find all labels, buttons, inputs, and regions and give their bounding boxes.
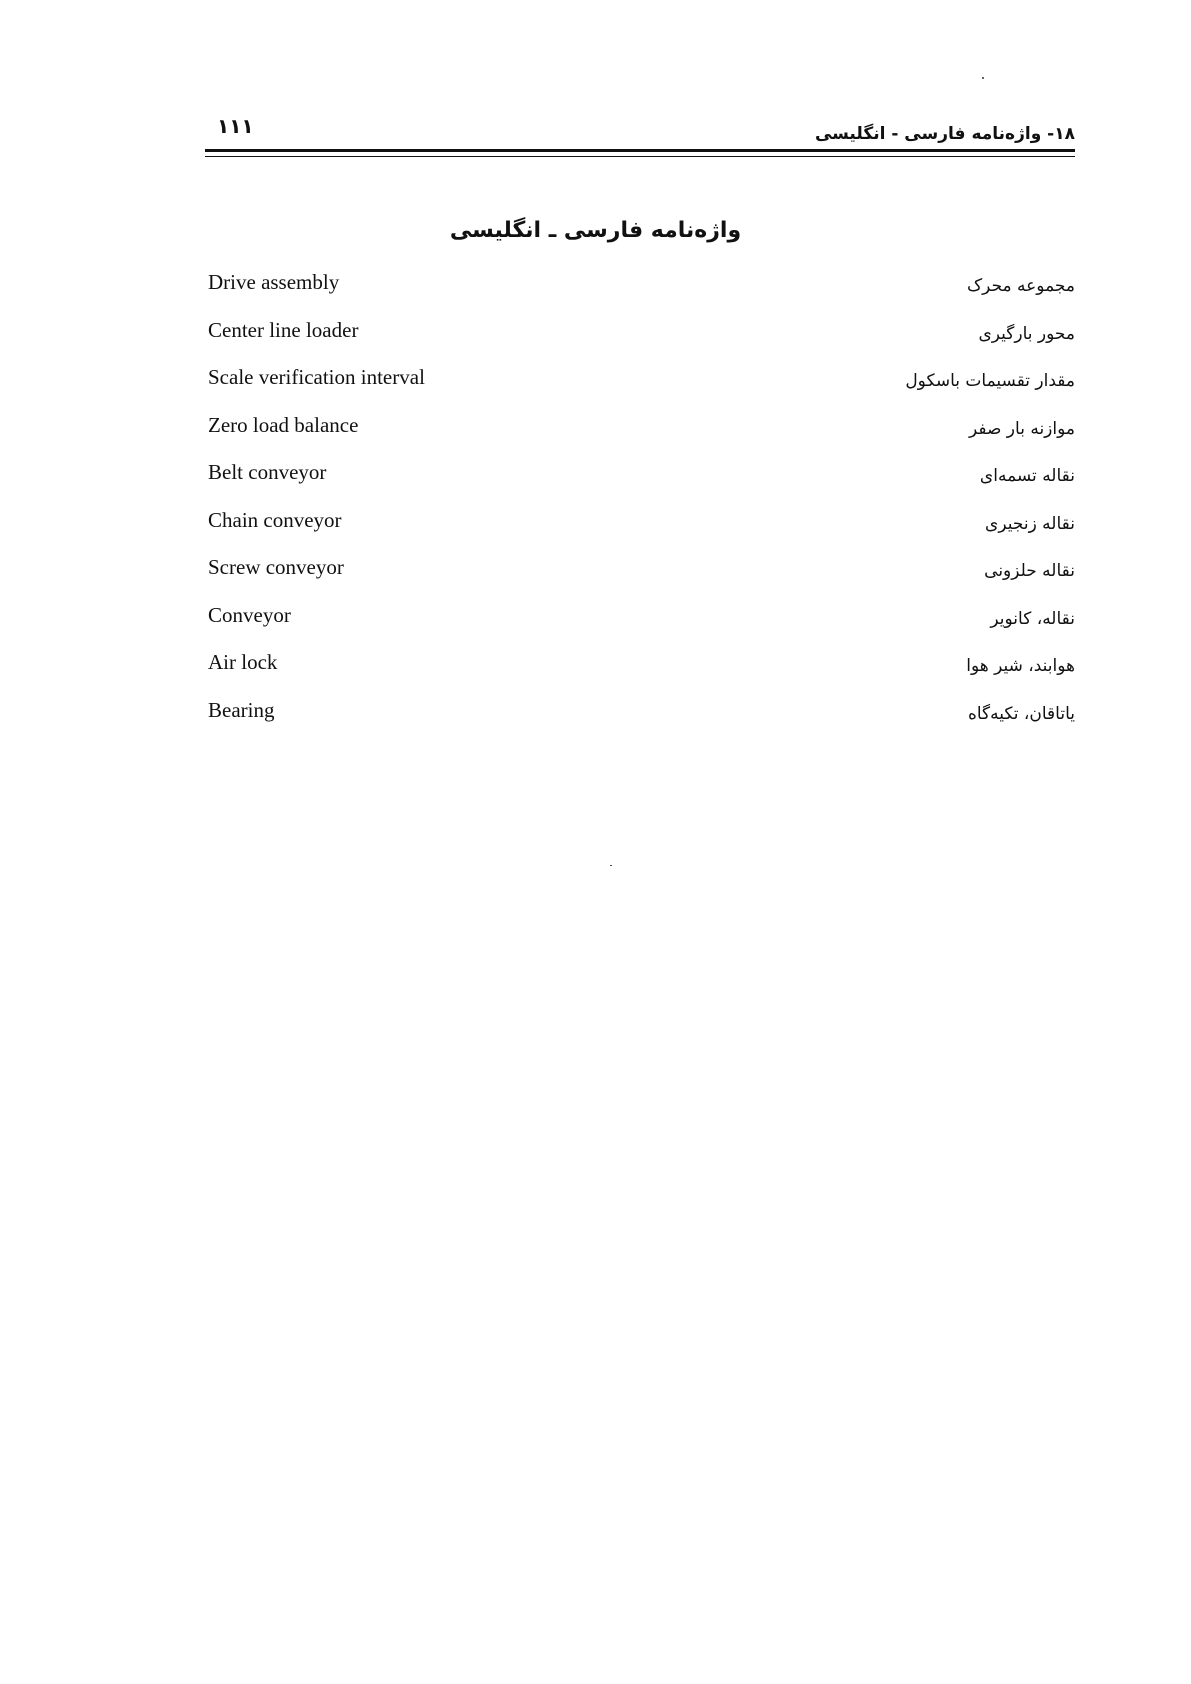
page-header bbox=[205, 112, 1075, 172]
persian-term: محور بارگیری bbox=[978, 323, 1075, 344]
glossary-entry bbox=[200, 650, 1075, 698]
english-term: Center line loader bbox=[208, 317, 359, 342]
english-term: Screw conveyor bbox=[208, 555, 344, 579]
persian-term: نقاله تسمه‌ای bbox=[979, 466, 1075, 486]
persian-term: یاتاقان، تکیه‌گاه bbox=[967, 703, 1075, 724]
running-title: ۱۸- واژه‌نامه فارسی - انگلیسی bbox=[814, 124, 1075, 144]
persian-term: مقدار تقسیمات باسکول bbox=[905, 371, 1075, 391]
english-term: Chain conveyor bbox=[208, 507, 342, 532]
glossary-entry bbox=[200, 555, 1075, 603]
glossary-entry bbox=[200, 318, 1075, 366]
page-number: ۱۱۱ bbox=[217, 114, 254, 138]
page-title: واژه‌نامه فارسی ـ انگلیسی bbox=[449, 218, 742, 243]
glossary-entry bbox=[200, 413, 1075, 461]
glossary-entry bbox=[200, 603, 1075, 651]
persian-term: نقاله زنجیری bbox=[985, 513, 1075, 534]
glossary-entry bbox=[200, 698, 1075, 746]
persian-term: هوابند، شیر هوا bbox=[966, 656, 1075, 676]
header-rule-thin bbox=[205, 156, 1075, 157]
glossary-entry bbox=[200, 270, 1075, 318]
glossary-list bbox=[200, 270, 1075, 745]
glossary-entry bbox=[200, 508, 1075, 556]
persian-term: نقاله، کانویر bbox=[990, 608, 1075, 629]
english-term: Scale verification interval bbox=[208, 365, 425, 389]
persian-term: مجموعه محرک bbox=[966, 276, 1075, 296]
english-term: Zero load balance bbox=[208, 412, 359, 437]
persian-term: نقاله حلزونی bbox=[984, 561, 1075, 581]
english-term: Belt conveyor bbox=[208, 460, 327, 484]
glossary-entry bbox=[200, 365, 1075, 413]
english-term: Bearing bbox=[208, 697, 275, 722]
persian-term: موازنه بار صفر bbox=[968, 418, 1075, 439]
english-term: Drive assembly bbox=[208, 270, 340, 294]
scan-speck bbox=[982, 77, 984, 79]
english-term: Conveyor bbox=[208, 602, 291, 627]
english-term: Air lock bbox=[208, 650, 278, 674]
header-rule-thick bbox=[205, 149, 1075, 152]
glossary-entry bbox=[200, 460, 1075, 508]
scan-speck bbox=[610, 865, 612, 866]
